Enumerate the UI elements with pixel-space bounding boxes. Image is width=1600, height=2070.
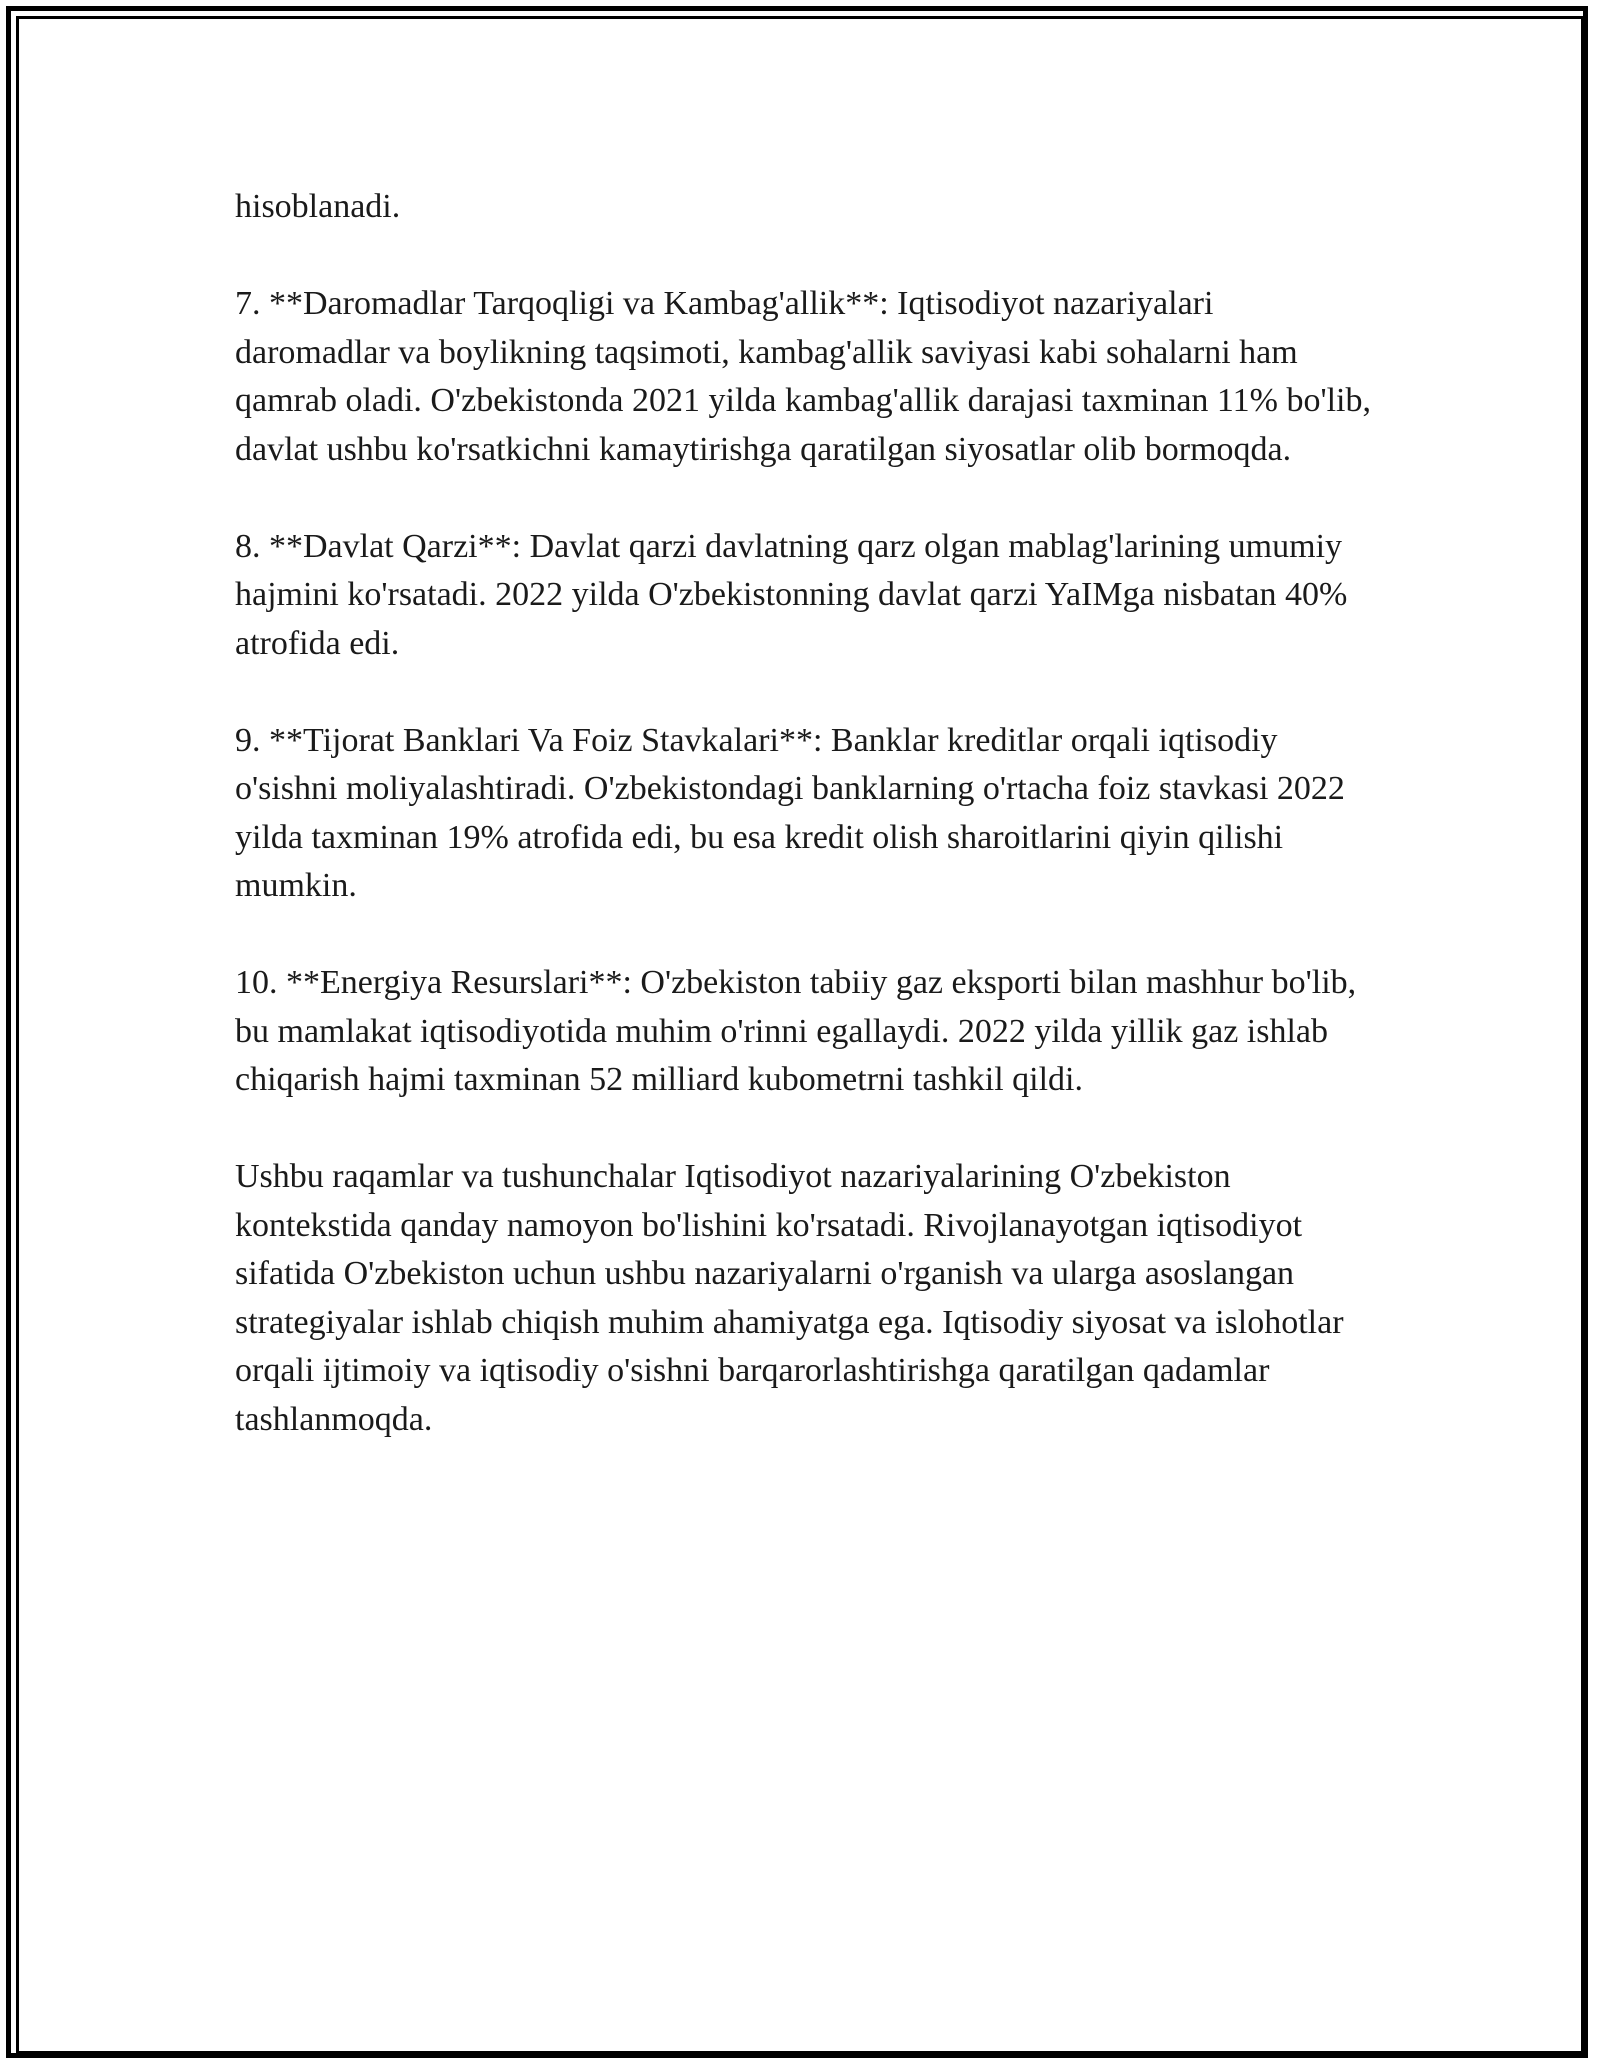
paragraph-continuation: hisoblanadi. (235, 188, 401, 225)
paragraph-item-10: 10. **Energiya Resurslari**: O'zbekiston tabiiy gaz eksporti bilan mashhur bo'lib, bu mamlakat iqtisodiyotida muhim o'rinni egallaydi. 2022 yilda yillik gaz ishlab chiqarish hajmi taxminan 52 milliard kubometrni tashkil qildi. (235, 964, 1357, 1098)
paragraph-item-7: 7. **Daromadlar Tarqoqligi va Kambag'allik**: Iqtisodiyot nazariyalari daromadlar va boylikning taqsimoti, kambag'allik saviyasi kabi sohalarni ham qamrab oladi. O'zbekistonda 2021 yilda kambag'allik darajasi taxminan 11% bo'lib, davlat ushbu ko'rsatkichni kamaytirishga qaratilgan siyosatlar olib bormoqda. (235, 285, 1371, 468)
paragraph-item-8: 8. **Davlat Qarzi**: Davlat qarzi davlatning qarz olgan mablag'larining umumiy hajmini ko'rsatadi. 2022 yilda O'zbekistonning davlat qarzi YaIMga nisbatan 40% atrofida edi. (235, 527, 1348, 662)
paragraph-item-9: 9. **Tijorat Banklari Va Foiz Stavkalari**: Banklar kreditlar orqali iqtisodiy o'sishni moliyalashtiradi. O'zbekistondagi banklarning o'rtacha foiz stavkasi 2022 yilda taxminan 19% atrofida edi, bu esa kredit olish sharoitlarini qiyin qilishi mumkin. (235, 721, 1345, 904)
document-body (235, 183, 1375, 1444)
paragraph-conclusion: Ushbu raqamlar va tushunchalar Iqtisodiyot nazariyalarining O'zbekiston kontekstida qanday namoyon bo'lishini ko'rsatadi. Rivojlanayotgan iqtisodiyot sifatida O'zbekiston uchun ushbu nazariyalarni o'rganish va ularga asoslangan strategiyalar ishlab chiqish muhim ahamiyatga ega. Iqtisodiy siyosat va islohotlar orqali ijtimoiy va iqtisodiy o'sishni barqarorlashtirishga qaratilgan qadamlar tashlanmoqda. (235, 1158, 1344, 1438)
